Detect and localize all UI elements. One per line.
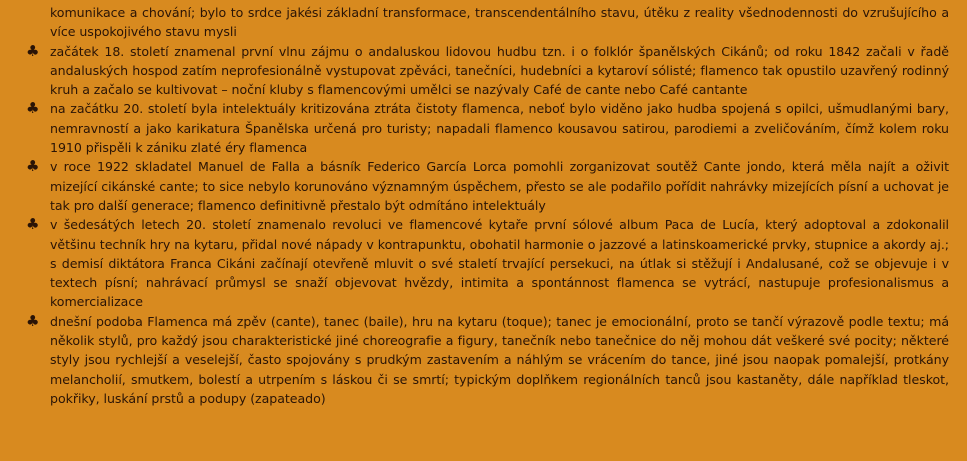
list-item-text: začátek 18. století znamenal první vlnu zájmu o andaluskou lidovou hudbu tzn. i o folklór španělských Cikánů; od roku 1842 začali v řadě andaluských hospod zatím neprofesionálně vystupovat zpěváci, tanečníci, hudebníci a kytaroví sólisté; flamenco tak opustilo uzavřený rodinný kruh a začalo se kultivovat – noční kluby s flamencovými umělci se nazývaly Café de cante nebo Café cantante (50, 43, 949, 98)
list-item (26, 157, 949, 215)
list-item (26, 42, 949, 100)
list-item-text: v šedesátých letech 20. století znamenalo revoluci ve flamencové kytaře první sólové album Paca de Lucía, který adoptoval a zdokonalil většinu techník hry na kytaru, přidal nové nápady v kontrapunktu, obohatil harmonie o jazzové a latinskoamerické prvky, stupnice a akordy aj.; s demisí diktátora Franca Cikáni začínají otevřeně mluvit o své staletí trvající persekuci, na útlak si stěžují i Andalusané, což se objevuje i v textech písní; nahrávací průmysl se snaží objevovat hvězdy, intimita a spontánnost flamenca se vytrácí, nastupuje profesionalismus a komercializace (50, 217, 949, 310)
list-item-text: na začátku 20. století byla intelektuály kritizována ztráta čistoty flamenca, neboť bylo viděno jako hudba spojená s opilci, ušmudlanými bary, nemravností a jako karikatura Španělska určená pro turisty; napadali flamenco kousavou satirou, parodiemi a zveličováním, čímž kolem roku 1910 přispěli k zániku zlaté éry flamenca (50, 101, 949, 156)
intro-paragraph (26, 3, 949, 42)
intro-text: komunikace a chování; bylo to srdce jakési základní transformace, transcendentálního stavu, útěku z reality všednodennosti do vzrušujícího a více uspokojivého stavu mysli (50, 5, 949, 40)
club-bullet-icon: ♣ (26, 311, 40, 330)
list-item-text: v roce 1922 skladatel Manuel de Falla a básník Federico García Lorca pomohli zorganizovat soutěž Cante jondo, která měla najít a oživit mizející cikánské cante; to sice nebylo korunováno významným úspěchem, přesto se ale podařilo pořídit nahrávky mizejících písní a uchovat je tak pro další generace; flamenco definitivně přestalo být odmítáno intelektuály (50, 159, 949, 213)
club-bullet-icon: ♣ (26, 41, 40, 60)
club-bullet-icon: ♣ (26, 215, 40, 234)
list-item (26, 312, 949, 408)
club-bullet-icon: ♣ (26, 157, 40, 176)
list-item (26, 99, 949, 157)
list-item (26, 215, 949, 311)
club-bullet-icon: ♣ (26, 99, 40, 118)
list-item-text: dnešní podoba Flamenca má zpěv (cante), tanec (baile), hru na kytaru (toque); tanec je emocionální, proto se tančí výrazově podle textu; má několik stylů, pro každý jsou charakteristické jiné choreografie a figury, tanečník nebo tanečnice do něj mohou dát veškeré své pocity; některé styly jsou rychlejší a veselejší, často spojovány s prudkým zastavením a náhlým se vrácením do tance, jiné jsou naopak pomalejší, protkány melancholií, smutkem, bolestí a utrpením s láskou či se smrtí; typickým doplňkem regionálních tanců jsou kastaněty, dále například tleskot, pokřiky, luskání prstů a podupy (zapateado) (50, 313, 949, 406)
